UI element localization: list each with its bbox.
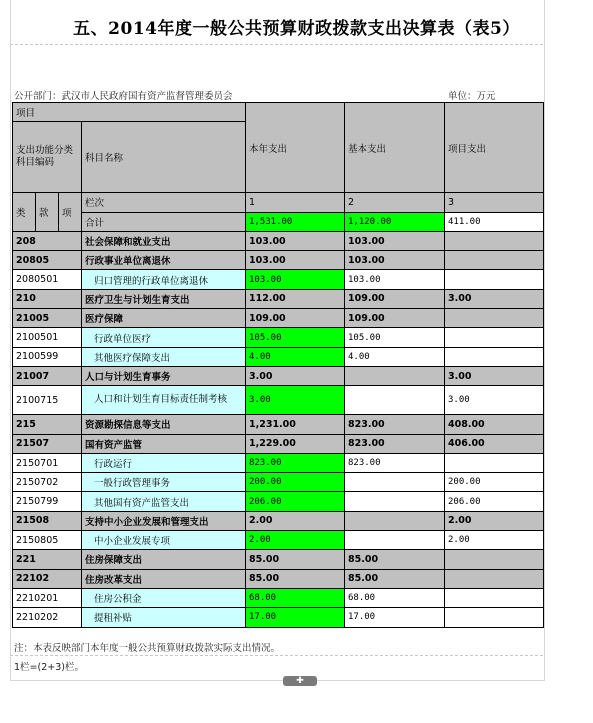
code-cell: 2100715 <box>13 386 82 415</box>
col-number-3: 3 <box>445 193 544 212</box>
basic-cell: 85.00 <box>345 550 445 569</box>
name-cell: 社会保障和就业支出 <box>82 231 246 250</box>
code-cell: 221 <box>13 550 82 569</box>
project-cell: 2.00 <box>445 531 544 550</box>
name-cell: 提租补贴 <box>82 608 246 627</box>
total-cell: 1,231.00 <box>246 415 345 434</box>
project-cell: 200.00 <box>445 473 544 492</box>
project-cell: 206.00 <box>445 492 544 511</box>
basic-cell: 85.00 <box>345 569 445 588</box>
note-divider <box>10 655 543 656</box>
total-cell: 105.00 <box>246 328 345 347</box>
page-title: 五、2014年度一般公共预算财政拨款支出决算表（表5） <box>73 19 520 39</box>
footnote-1: 注：本表反映部门本年度一般公共预算财政拨款实际支出情况。 <box>14 643 281 654</box>
page-divider <box>10 44 543 45</box>
table-row <box>13 415 544 434</box>
total-cell: 200.00 <box>246 473 345 492</box>
basic-cell: 823.00 <box>345 453 445 472</box>
total-cell: 112.00 <box>246 289 345 308</box>
code-cell: 2210201 <box>13 588 82 607</box>
basic-cell <box>345 492 445 511</box>
total-cell: 3.00 <box>246 366 345 385</box>
code-cell: 2100599 <box>13 347 82 366</box>
header-subject-name: 科目名称 <box>82 122 246 193</box>
table-row <box>13 309 544 328</box>
code-cell: 22102 <box>13 569 82 588</box>
code-cell: 208 <box>13 231 82 250</box>
name-cell: 住房改革支出 <box>82 569 246 588</box>
code-cell: 20805 <box>13 251 82 270</box>
project-cell: 3.00 <box>445 289 544 308</box>
code-cell: 2210202 <box>13 608 82 627</box>
basic-cell: 823.00 <box>345 434 445 453</box>
basic-cell: 4.00 <box>345 347 445 366</box>
name-cell: 住房保障支出 <box>82 550 246 569</box>
code-cell: 2150702 <box>13 473 82 492</box>
code-cell: 210 <box>13 289 82 308</box>
table-row <box>13 289 544 308</box>
department-label: 公开部门：武汉市人民政府国有资产监督管理委员会 <box>14 91 233 102</box>
total-cell: 2.00 <box>246 531 345 550</box>
name-cell: 人口和计划生育目标责任制考核 <box>82 386 246 415</box>
table-row <box>13 569 544 588</box>
table-row <box>13 511 544 530</box>
project-cell <box>445 347 544 366</box>
project-cell <box>445 608 544 627</box>
footnote-2: 1栏=(2+3)栏。 <box>14 662 84 673</box>
name-cell: 支持中小企业发展和管理支出 <box>82 511 246 530</box>
basic-cell: 109.00 <box>345 309 445 328</box>
table-row <box>13 386 544 415</box>
table-row <box>13 251 544 270</box>
total-cell: 85.00 <box>246 569 345 588</box>
name-cell: 其他国有资产监管支出 <box>82 492 246 511</box>
basic-cell: 105.00 <box>345 328 445 347</box>
name-cell: 住房公积金 <box>82 588 246 607</box>
project-cell: 406.00 <box>445 434 544 453</box>
col-number-1: 1 <box>246 193 345 212</box>
code-cell: 21508 <box>13 511 82 530</box>
code-cell: 2150799 <box>13 492 82 511</box>
project-cell <box>445 270 544 289</box>
code-cell: 21007 <box>13 366 82 385</box>
header-project-col: 项目支出 <box>445 103 544 193</box>
name-cell: 归口管理的行政单位离退休 <box>82 270 246 289</box>
header-lanci: 栏次 <box>82 193 246 212</box>
name-cell: 人口与计划生育事务 <box>82 366 246 385</box>
project-cell <box>445 588 544 607</box>
total-cell: 103.00 <box>246 251 345 270</box>
project-cell <box>445 231 544 250</box>
header-lei: 类 <box>13 193 36 232</box>
basic-cell <box>345 531 445 550</box>
project-cell <box>445 328 544 347</box>
basic-cell: 68.00 <box>345 588 445 607</box>
table-row <box>13 231 544 250</box>
table-row <box>13 588 544 607</box>
total-cell: 2.00 <box>246 511 345 530</box>
basic-cell <box>345 473 445 492</box>
project-cell <box>445 309 544 328</box>
header-total-col: 本年支出 <box>246 103 345 193</box>
basic-cell <box>345 386 445 415</box>
basic-cell: 103.00 <box>345 270 445 289</box>
header-func-code: 支出功能分类科目编码 <box>13 122 82 193</box>
col-number-2: 2 <box>345 193 445 212</box>
total-cell: 68.00 <box>246 588 345 607</box>
project-cell: 408.00 <box>445 415 544 434</box>
name-cell: 行政运行 <box>82 453 246 472</box>
basic-cell: 109.00 <box>345 289 445 308</box>
basic-cell <box>345 366 445 385</box>
name-cell: 其他医疗保障支出 <box>82 347 246 366</box>
name-cell: 一般行政管理事务 <box>82 473 246 492</box>
project-cell <box>445 569 544 588</box>
project-cell: 2.00 <box>445 511 544 530</box>
project-cell <box>445 453 544 472</box>
code-cell: 2150701 <box>13 453 82 472</box>
total-cell: 109.00 <box>246 309 345 328</box>
table-row <box>13 531 544 550</box>
code-cell: 2150805 <box>13 531 82 550</box>
project-cell: 3.00 <box>445 386 544 415</box>
total-project: 411.00 <box>445 212 544 231</box>
code-cell: 21005 <box>13 309 82 328</box>
name-cell: 国有资产监管 <box>82 434 246 453</box>
project-cell: 3.00 <box>445 366 544 385</box>
table-row <box>13 453 544 472</box>
header-kuan: 款 <box>36 193 59 232</box>
name-cell: 医疗卫生与计划生育支出 <box>82 289 246 308</box>
header-item: 项目 <box>13 103 246 122</box>
total-cell: 1,229.00 <box>246 434 345 453</box>
name-cell: 资源勘探信息等支出 <box>82 415 246 434</box>
basic-cell: 823.00 <box>345 415 445 434</box>
code-cell: 21507 <box>13 434 82 453</box>
total-cell: 206.00 <box>246 492 345 511</box>
table-row <box>13 366 544 385</box>
total-label: 合计 <box>82 212 246 231</box>
total-basic: 1,120.00 <box>345 212 445 231</box>
table-row <box>13 492 544 511</box>
code-cell: 215 <box>13 415 82 434</box>
table-row <box>13 608 544 627</box>
name-cell: 行政单位医疗 <box>82 328 246 347</box>
code-cell: 2080501 <box>13 270 82 289</box>
total-cell: 17.00 <box>246 608 345 627</box>
total-cell: 4.00 <box>246 347 345 366</box>
total-cell: 103.00 <box>246 270 345 289</box>
name-cell: 行政事业单位离退休 <box>82 251 246 270</box>
plus-icon: ✚ <box>296 676 304 686</box>
header-xiang: 项 <box>59 193 82 232</box>
expenditure-table <box>12 102 544 628</box>
header-basic-col: 基本支出 <box>345 103 445 193</box>
name-cell: 医疗保障 <box>82 309 246 328</box>
total-cell: 103.00 <box>246 231 345 250</box>
table-row <box>13 434 544 453</box>
project-cell <box>445 251 544 270</box>
total-cell: 3.00 <box>246 386 345 415</box>
total-cell: 85.00 <box>246 550 345 569</box>
table-row <box>13 347 544 366</box>
project-cell <box>445 550 544 569</box>
basic-cell: 17.00 <box>345 608 445 627</box>
unit-label: 单位：万元 <box>448 91 496 102</box>
basic-cell: 103.00 <box>345 251 445 270</box>
basic-cell <box>345 511 445 530</box>
name-cell: 中小企业发展专项 <box>82 531 246 550</box>
table-row <box>13 473 544 492</box>
total-cell: 823.00 <box>246 453 345 472</box>
collapse-toggle-button[interactable] <box>283 676 317 686</box>
table-row <box>13 328 544 347</box>
code-cell: 2100501 <box>13 328 82 347</box>
basic-cell: 103.00 <box>345 231 445 250</box>
total-sum: 1,531.00 <box>246 212 345 231</box>
table-row <box>13 550 544 569</box>
table-row <box>13 270 544 289</box>
